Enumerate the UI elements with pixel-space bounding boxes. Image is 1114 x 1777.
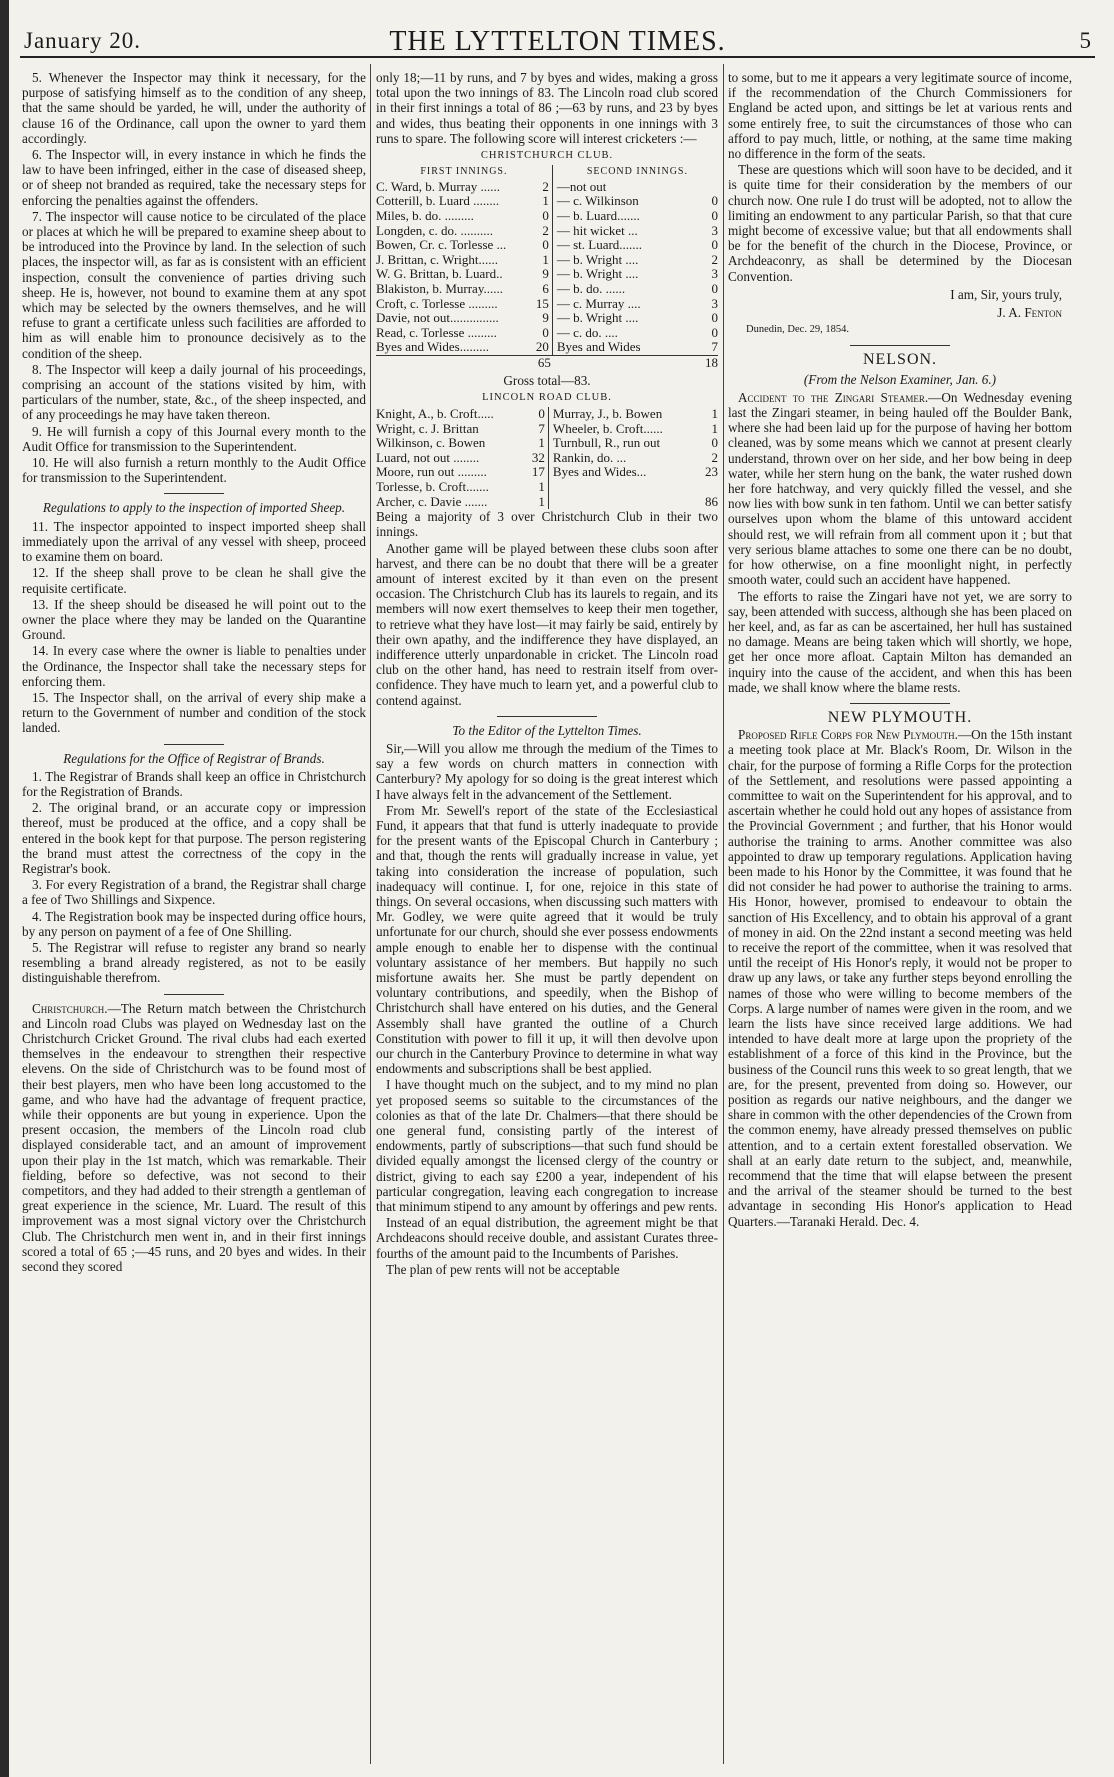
batsman-left: C. Ward, b. Murray ...... [376,178,501,194]
first-innings-header: FIRST INNINGS. [420,166,508,178]
batsman-left: Wright, c. J. Brittan [376,420,479,436]
page-number: 5 [1079,28,1091,53]
runs-right: 3 [711,222,718,238]
runs-right: 86 [705,493,718,509]
batsman-right: — hit wicket ... [552,224,706,239]
paragraph: 9. He will furnish a copy of this Journal every month to the Audit Office for transmission to the Superintendent. [22,423,366,454]
runs-right: 0 [711,237,718,253]
runs-left: 2 [542,178,549,194]
batsman-left: J. Brittan, c. Wright...... [376,251,499,267]
score-row [376,311,718,326]
scorecard-totals [376,355,718,371]
paragraph: These are questions which will soon have to be decided, and it is quite time for their consideration by the members of our church now. One rule I do trust will be adopted, not to allow the limiting an endowment to any particular Parish, so that that cure might become of excessive value; but that all endowments shall be for the benefit of the church in the Diocese, Province, or Archdeaconry, as shall be determined by the Diocesan Convention. [728,162,1072,284]
paragraph: 1. The Registrar of Brands shall keep an office in Christchurch for the Registration of Brands. [22,768,366,799]
paragraph: 5. Whenever the Inspector may think it necessary, for the purpose of satisfying himself as to the condition of any sheep, that the same should be yarded, he will, under the authority of clause 16 of the Ordinance, call upon the owner to yard them accordingly. [22,70,366,146]
batsman-left: Longden, c. do. .......... [376,222,493,238]
batsman-left: Archer, c. Davie ....... [376,493,488,509]
paragraph: 5. The Registrar will refuse to register any brand so nearly resembling a brand already registered, as not to be easily distinguishable therefrom. [22,939,366,986]
runs-left: 0 [542,208,549,223]
article-text: —On the 15th instant a meeting took place at Mr. Black's Room, Dr. Wilson in the chair, for the purpose of forming a Rifle Corps for the protection of the Settlement, and resolutions were passed appointing a committee to wait on the Superintendent for his approval, and to ascertain whether he could hold out any hopes of assistance from the Provincial Government ; and further, that his Honor would authorise the training to arms. Another committee was also appointed to draw up temporary regulations. Application having been made to his Honor by the Committee, it was found that he did not consider he had power to authorise the training to arms. His Honor, however, promised to endeavour to obtain the sanction of His Excellency, and to obtain his approval of a grant of money in aid. On the 22nd instant a second meeting was held to receive the report of the committee, when it was resolved that until the receipt of His Honor's reply, it would not be proper to draw up any laws, or take any further steps beyond enrolling the names of those who were willing to become members of the Corps. A large number of names were given in the room, and we learn the lists have since received large additions. We had intended to have dealt more at large upon the propriety of the establishment of a force of this kind in the Province, but the business of the Council runs this week to so great length, that we are, for the present, prevented from doing so. However, our position as regards our native neighbours, and the danger we share in common with the other dependencies of the Crown from the common enemy, have already pressed themselves on public attention, and to a certain extent forestalled observation. We shall at an early date return to the subject, and, meanwhile, recommend that the time that will elapse between the present and the arrival of the steamer should be turned to the best advantage in seconding His Honor's application to Head Quarters.—Taranaki Herald. Dec. 4. [728,727,1073,1229]
score-row [376,238,718,253]
runs-left: 0 [542,324,549,340]
score-row [376,194,718,209]
paragraph: 14. In every case where the owner is liable to penalties under the Ordinance, the Inspector shall take the necessary steps for enforcing them. [22,643,366,689]
paragraph: The efforts to raise the Zingari have not yet, we are sorry to say, been attended with success, although she has been placed on her keel, and, as far as can be ascertained, her hull has sustained no damage. Means are being taken which will shortly, we hope, get her once more afloat. Captain Milton has demanded an inquiry into the cause of the accident, and when this has been made, we shall know where the blame rests. [728,588,1072,695]
batsman-right: — b. Wright .... [552,253,706,268]
letter-dateline: Dunedin, Dec. 29, 1854. [746,324,849,336]
runs-right [707,180,718,195]
scorecard-title: LINCOLN ROAD CLUB. [482,391,612,403]
batsman-left: Knight, A., b. Croft..... [376,405,494,421]
batsman-right: Byes and Wides [552,340,706,355]
paragraph: 6. The Inspector will, in every instance in which he finds the law to have been infringed, either in the case of diseased sheep, or of sheep not branded as required, take the necessary steps for enforcing the penalties against the offenders. [22,147,366,208]
column-2 [376,70,718,1278]
column-rule [370,64,371,1764]
batsman-right: — c. Wilkinson [552,194,706,209]
christchurch-scorecard [376,165,718,355]
runs-right: 0 [711,310,718,326]
batsman-left: Croft, c. Torlesse ......... [376,295,498,311]
batsman-left: W. G. Brittan, b. Luard.. [376,266,503,282]
runs-left: 9 [542,310,549,326]
runs-left: 15 [535,295,549,311]
runs-right: 1 [711,420,718,436]
batsman-right: — b. do. ...... [552,282,706,297]
paragraph: Another game will be played between these clubs soon after harvest, and there can be no doubt that there will be a greater amount of interest excited by it than even on the present occasion. The Christchurch Club has its laurels to regain, and its members will now exert themselves to keep their men together, to retrieve what they have lost—it may fairly be said, entirely by their own apathy, and the indifference they have displayed, an indifference utterly unpardonable in cricket. The Lincoln road club on the other hand, has need to restrain itself from over-confidence. They have much to learn yet, and a powerful club to contend against. [376,540,718,708]
batsman-right: —not out [552,180,706,195]
score-row [376,282,718,297]
score-row [376,253,718,268]
batsman-left: Wilkinson, c. Bowen [376,435,486,451]
runs-right: 0 [711,280,718,296]
runs-left: 1 [542,251,549,267]
paragraph: 4. The Registration book may be inspected during office hours, by any person on payment of a fee of One Shilling. [22,908,366,939]
paragraph: Instead of an equal distribution, the agreement might be that Archdeacons should receive double, and assistant Curates three-fourths of the amount paid to the Incumbents of Parishes. [376,1215,718,1261]
batsman-right: Turnbull, R., run out [548,436,700,451]
batsman-left: Luard, not out ........ [376,449,480,465]
paragraph: 13. If the sheep should be diseased he will point out to the owner the place where they may be landed on the Quarantine Ground. [22,596,366,643]
issue-date: January 20. [24,28,142,53]
second-innings-header: SECOND INNINGS. [552,165,718,180]
column-rule [723,64,724,1764]
runs-right: 7 [711,339,718,355]
runs-right: 23 [705,464,718,480]
source-credit: (From the Nelson Examiner, Jan. 6.) [803,371,997,387]
column-1 [22,70,366,1275]
column-3 [728,70,1072,1230]
runs-right: 0 [711,324,718,340]
paragraph: 10. He will also furnish a return monthly to the Audit Office for transmission to the Superintendent. [22,455,366,486]
runs-left: 1 [538,478,545,494]
section-divider [850,703,950,704]
batsman-right: Rankin, do. ... [548,451,700,466]
score-row [376,297,718,312]
gross-total: Gross total—83. [503,372,591,388]
runs-right: 2 [711,449,718,465]
paragraph: 2. The original brand, or an accurate copy or impression thereof, must be produced at the office, and a copy shall be entered in the book kept for that purpose. The person registering the brand must attest the correctness of the copy in the Registrar's book. [22,800,366,876]
runs-left: 2 [542,222,549,238]
score-row [376,224,718,239]
paragraph: only 18;—11 by runs, and 7 by byes and wides, making a gross total upon the two innings of 83. The Lincoln road club scored in their first innings a total of 86 ;—63 by runs, and 23 by byes and wides, thus beating their opponents in one innings with 3 runs to spare. The following score will interest cricketers :— [376,70,718,146]
runs-left: 17 [531,464,545,480]
section-divider [164,994,224,995]
page-binding-edge [0,0,9,1777]
batsman-right: Byes and Wides... [548,465,700,480]
batsman-left: Cotterill, b. Luard ........ [376,193,500,209]
runs-right: 0 [711,435,718,451]
scorecard-title: CHRISTCHURCH CLUB. [480,150,614,162]
runs-left: 9 [542,266,549,282]
paragraph: 3. For every Registration of a brand, the Registrar shall charge a fee of Two Shillings and Sixpence. [22,877,366,908]
masthead [20,28,1095,58]
article-lead: Christchurch. [32,1000,108,1016]
batsman-right [548,480,700,495]
batsman-left: Miles, b. do. ......... [376,208,474,223]
batsman-right: — b. Wright .... [552,267,706,282]
letter-heading: To the Editor of the Lyttelton Times. [452,722,642,738]
batsman-left: Read, c. Torlesse ......... [376,324,497,340]
paragraph: The plan of pew rents will not be acceptable [386,1261,620,1277]
score-row [376,209,718,224]
paragraph: From Mr. Sewell's report of the state of the Ecclesiastical Fund, it appears that that fund is utterly inadequate to provide for the present wants of the Episcopal Church in Canterbury ; and that, though the rents will gradually increase in value, yet taking into consideration the increase of population, such inadequacy will continue. I, for one, rejoice in this state of things. On several occasions, when discussing such matters with Mr. Godley, we were quite agreed that it would be truly unfortunate for our church, should she ever possess endowments ample enough to enable her to dispense with the continual voluntary assistance of her members. But happily no such misfortune awaits her. She must be partly dependent on voluntary contributions, and speedily, when the Bishop of Christchurch shall have entered on his duties, and the General Assembly shall have granted the outline of a Church Constitution with power to fill it up, it will then devolve upon our church in the Canterbury Province to determine in what way endowments and subscriptions shall be best applied. [376,802,718,1077]
lincoln-road-scorecard [376,407,718,509]
runs-left: 0 [538,405,545,421]
section-divider [497,716,597,717]
runs-right: 3 [711,295,718,311]
runs-right: 1 [711,405,718,421]
section-divider [164,493,224,494]
paragraph: to some, but to me it appears a very legitimate source of income, if the recommendation of the Church Commissioners for England be acted upon, and sittings be let at various rents and some entirely free, to suit the circumstances of those who can afford to pay much, little, or nothing, at the same time making no difference in the form of the seats. [728,70,1072,162]
runs-left: 1 [542,193,549,209]
paragraph [728,727,1072,1229]
runs-left: 1 [538,493,545,509]
batsman-left: Blakiston, b. Murray...... [376,280,503,296]
score-row [376,407,718,422]
batsman-right [548,495,700,510]
score-row [376,480,718,495]
paragraph: 7. The inspector will cause notice to be circulated of the place or places at which he will be prepared to examine sheep about to be introduced into the Province by land. In the selection of such places, the inspector will, as far as is consistent with an efficient inspection, consult the convenience of parties driving such sheep. He is, however, not bound to examine them at any spot which may be selected by the owners themselves, and he will refuse to grant a certificate unless such facilities are afforded to him as will enable him to pronounce decisively as to the condition of the sheep. [22,208,366,361]
newspaper-title: THE LYTTELTON TIMES. [389,26,726,57]
batsman-left: Davie, not out............... [376,310,499,326]
runs-right [701,480,718,495]
runs-left: 20 [535,339,549,355]
batsman-right: — b. Wright .... [552,311,706,326]
batsman-left: Moore, run out ......... [376,464,487,480]
runs-right: 2 [711,251,718,267]
letter-signature: J. A. Fenton [997,305,1062,321]
article-text: —The Return match between the Christchurch and Lincoln road Clubs was played on Wednesday last on the Christchurch Cricket Ground. The rival clubs had each exerted themselves in the endeavour to strengthen their respective elevens. On the side of Christchurch was to be found most of their best players, men who have been long accustomed to the game, and who have had the advantage of frequent practice, while their opponents are but young in experience. Upon the present occasion, the members of the Lincoln road club displayed considerable tact, and an amount of improvement upon their play in the 1st match, which was remarkable. Their fielding, before so defective, was not second to their competitors, and they had added to their strength a gentleman of great experience in the science, Mr. Luard. The result of this improvement was a most signal victory over the Christchurch Club. The Christchurch men went in, and in their first innings scored a total of 65 ;—45 runs, and 20 byes and wides. In their second they scored [22,1000,366,1275]
second-innings-total: 18 [554,355,718,370]
score-row [376,340,718,355]
paragraph: Sir,—Will you allow me through the medium of the Times to say a few words on church matters in connection with Canterbury? My apology for so doing is the great interest which I have always felt in the advancement of the Settlement. [376,740,718,802]
score-row [376,422,718,437]
paragraph: 8. The Inspector will keep a daily journal of his proceedings, comprising an account of the stations visited by him, with particulars of the number, state, &c., of the sheep inspected, and of any proceedings he may have taken thereon. [22,361,366,423]
paragraph: Being a majority of 3 over Christchurch Club in their two innings. [376,509,718,540]
batsman-left: Byes and Wides......... [376,339,489,355]
runs-left: 0 [542,237,549,253]
score-row [376,267,718,282]
score-row [376,436,718,451]
section-divider [850,345,950,346]
article-lead: Accident to the Zingari Steamer. [738,389,929,405]
paragraph: 15. The Inspector shall, on the arrival of every ship make a return to the Government of number and condition of the stock landed. [22,689,366,736]
letter-closing: I am, Sir, yours truly, [950,286,1062,302]
runs-left: 32 [531,449,545,465]
section-divider [164,744,224,745]
first-innings-total: 65 [376,355,554,370]
batsman-right: — c. do. .... [552,326,706,341]
paragraph [728,390,1072,588]
score-row [376,180,718,195]
score-row [376,451,718,466]
paragraph: 11. The inspector appointed to inspect imported sheep shall immediately upon the arrival of any vessel with sheep, proceed to examine them on board. [22,518,366,565]
paragraph [22,1001,366,1275]
section-heading: Regulations to apply to the inspection of imported Sheep. [42,500,346,516]
batsman-right: — c. Murray .... [552,297,706,312]
runs-left: 6 [542,280,549,296]
batsman-right: — b. Luard....... [552,209,706,224]
score-row [376,495,718,510]
score-row [376,465,718,480]
runs-left: 7 [538,420,545,436]
runs-right: 0 [711,193,718,209]
runs-left: 1 [538,435,545,451]
article-text: —On Wednesday evening last the Zingari steamer, in being hauled off the Boulder Bank, where she had been laid up for the purpose of having her bottom cleaned, was by some means which we cannot at present clearly understand, thrown over on her side, and her bow being in deep water, while her stern hung on the bank, the water rushed down her fore hatchway, and very quickly filled the vessel, and she now lies with bow sunk in ten fathom. Until we can better satisfy ourselves upon whom the blame of this untoward accident should rest, we will refrain from all comment upon it ; but that very serious blame attaches to some one there can be no doubt, for how otherwise, on a fine moonlight night, in perfectly smooth water, could such an accident have happened. [728,389,1072,588]
batsman-right: — st. Luard....... [552,238,706,253]
article-lead: Proposed Rifle Corps for New Plymouth. [738,727,958,743]
score-row [376,326,718,341]
paragraph: 12. If the sheep shall prove to be clean he shall give the requisite certificate. [22,565,366,596]
batsman-right: Murray, J., b. Bowen [548,407,700,422]
runs-right: 3 [711,266,718,282]
batsman-left: Bowen, Cr. c. Torlesse ... [376,237,507,253]
batsman-left: Torlesse, b. Croft....... [376,478,489,494]
paragraph: I have thought much on the subject, and to my mind no plan yet proposed seems so suitable to the circumstances of the colonies as that of the late Dr. Chalmers—that there should be one general fund, consisting partly of the interest of endowments, partly of subscriptions—that such fund should be divided equally amongst the licensed clergy of the country or district, giving to each say £200 a year, independent of his particular congregation, leaving each congregation to increase that minimum stipend to any amount by offerings and pew rents. [376,1077,718,1215]
runs-right: 0 [711,208,718,223]
batsman-right: Wheeler, b. Croft...... [548,422,700,437]
section-title-nelson: NELSON. [862,351,938,369]
section-title-new-plymouth: NEW PLYMOUTH. [827,708,973,726]
section-heading: Regulations for the Office of Registrar of Brands. [63,750,325,766]
